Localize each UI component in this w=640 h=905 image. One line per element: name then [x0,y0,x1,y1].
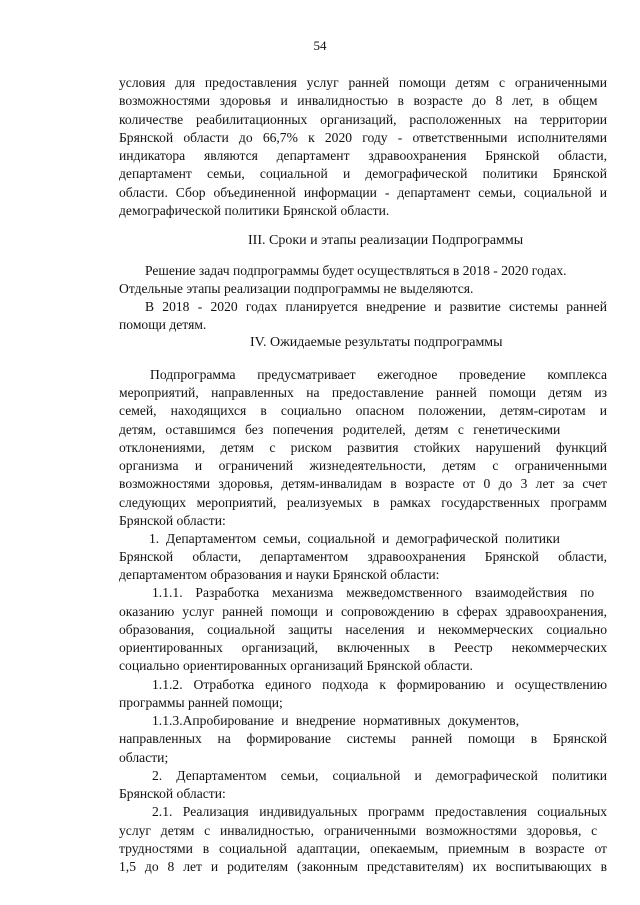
text-line: 1,5 до 8 лет и родителям (законным представителям) их воспитывающих в [119,859,607,874]
text-line: программы ранней помощи; [119,695,283,710]
text-line: семей, находящихся в социально опасном положении, детям-сиротам и [119,403,607,418]
text-line: ориентированных организаций, включенных в Реестр некоммерческих [119,640,607,655]
text-line: следующих мероприятий, реализуемых в рамках государственных программ [119,495,607,510]
text-line: образования, социальной защиты населения и некоммерческих социально [119,622,607,637]
text-line: оказанию услуг ранней помощи и сопровождению в сферах здравоохранения, [119,604,607,619]
section-heading: IV. Ожидаемые результаты подпрограммы [250,335,503,350]
text-line: направленных на формирование системы ранней помощи в Брянской [119,731,607,746]
text-line: области; [119,750,169,765]
text-line: количестве реабилитационных организаций, расположенных на территории [119,112,607,127]
text-line: 2.1. Реализация индивидуальных программ предоставления социальных [152,804,607,819]
text-line: 1.1.2. Отработка единого подхода к формированию и осуществлению [152,677,607,692]
text-line: организма и ограничений жизнедеятельности, детям с ограниченными [119,458,607,473]
text-line: демографической политики Брянской области. [119,203,390,218]
text-line: индикатора являются департамент здравоохранения Брянской области, [119,148,607,163]
text-line: области. Сбор объединенной информации - департамент семьи, социальной и [119,185,607,200]
page-number: 54 [313,38,327,53]
text-line: Решение задач подпрограммы будет осуществляться в 2018 - 2020 годах. [145,263,567,278]
text-line: 1.1.1. Разработка механизма межведомственного взаимодействия по [152,585,595,600]
text-line: 1. Департаментом семьи, социальной и демографической политики [149,531,560,546]
text-line: помощи детям. [119,317,207,332]
text-line: департамент семьи, социальной и демографической политики Брянской [119,166,607,181]
text-line: услуг детям с инвалидностью, ограниченными возможностями здоровья, с [119,823,598,838]
text-line: Брянской области: [119,786,226,801]
section-heading: III. Сроки и этапы реализации Подпрограммы [248,233,524,248]
text-line: Брянской области, департаментом здравоохранения Брянской области, [119,549,607,564]
text-line: возможностями здоровья, детям-инвалидам в возрасте от 0 до 3 лет за счет [119,476,607,491]
text-line: мероприятий, направленных на предоставление ранней помощи детям из [119,385,607,400]
text-line: Подпрограмма предусматривает ежегодное проведение комплекса [150,367,607,382]
text-line: Брянской области: [119,513,226,528]
text-line: возможностями здоровья и инвалидностью в возрасте до 8 лет, в общем [119,93,598,108]
text-line: 2. Департаментом семьи, социальной и демографической политики [152,768,607,783]
text-line: детям, оставшимся без попечения родителей, детям с генетическими [119,422,561,437]
text-line: В 2018 - 2020 годах планируется внедрение и развитие системы ранней [145,299,607,314]
text-line: условия для предоставления услуг ранней помощи детям с ограниченными [119,75,607,90]
text-line: департаментом образования и науки Брянской области: [119,567,440,582]
text-line: трудностями в социальной адаптации, опекаемым, приемным в возрасте от [119,841,607,856]
text-line: отклонениями, детям с риском развития стойких нарушений функций [119,440,607,455]
text-line: Отдельные этапы реализации подпрограммы не выделяются. [119,281,474,296]
text-line: Брянской области до 66,7% к 2020 году - ответственными исполнителями [119,130,607,145]
text-line: 1.1.3.Апробирование и внедрение нормативных документов, [152,713,520,728]
text-line: социально ориентированных организаций Брянской области. [119,658,473,673]
